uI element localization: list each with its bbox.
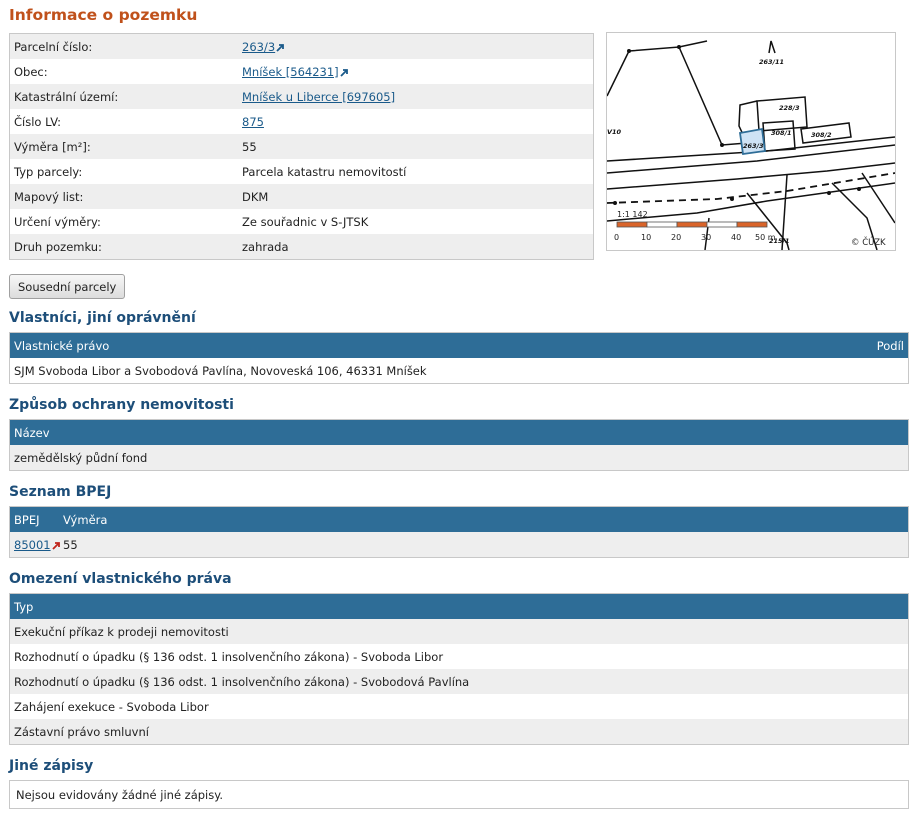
info-row-area (10, 134, 593, 159)
owners-table-header (10, 333, 908, 358)
scale-tick: 10 (641, 233, 652, 242)
restriction-type: Rozhodnutí o úpadku (§ 136 odst. 1 insolvenčního zákona) - Svoboda Libor (14, 649, 444, 664)
cadastral-map[interactable] (606, 32, 896, 251)
owners-section-title: Vlastníci, jiní oprávnění (9, 310, 196, 326)
info-label: Katastrální území: (14, 89, 119, 104)
table-row (10, 358, 908, 383)
table-row (10, 644, 908, 669)
external-link-icon[interactable] (52, 541, 61, 550)
scale-tick: 50 m (755, 233, 776, 242)
info-row-cadastral-area (10, 84, 593, 109)
municipality-link[interactable]: Mníšek [564231] (242, 64, 339, 79)
table-row (10, 532, 908, 557)
bpej-section-title: Seznam BPEJ (9, 484, 112, 500)
map-label: 263/3 (743, 142, 764, 150)
info-row-municipality (10, 59, 593, 84)
map-copyright: © ČÚZK (851, 238, 886, 248)
info-value: 55 (242, 139, 257, 154)
protection-table (9, 419, 909, 471)
neighbor-parcels-button[interactable]: Sousední parcely (9, 274, 125, 299)
restrictions-table-header (10, 594, 908, 619)
info-label: Obec: (14, 64, 48, 79)
map-scale: 1:1 142 (617, 210, 648, 219)
restriction-type: Rozhodnutí o úpadku (§ 136 odst. 1 insolvenčního zákona) - Svobodová Pavlína (14, 674, 470, 689)
bpej-table (9, 506, 909, 558)
info-label: Určení výměry: (14, 214, 101, 229)
info-label: Výměra [m²]: (14, 139, 91, 154)
info-label: Druh pozemku: (14, 239, 102, 254)
info-label: Typ parcely: (14, 164, 83, 179)
table-row (10, 669, 908, 694)
map-label: 215/1 (769, 237, 790, 245)
info-row-lv-number (10, 109, 593, 134)
info-row-land-type (10, 234, 593, 259)
external-link-icon[interactable] (276, 43, 285, 52)
column-header-ownership: Vlastnické právo (14, 338, 110, 353)
restriction-type: Zástavní právo smluvní (14, 724, 149, 739)
info-value: zahrada (242, 239, 289, 254)
info-label: Číslo LV: (14, 114, 62, 129)
restriction-type: Zahájení exekuce - Svoboda Libor (14, 699, 209, 714)
column-header-bpej: BPEJ (14, 512, 40, 527)
info-row-map-sheet (10, 184, 593, 209)
info-row-parcel-type (10, 159, 593, 184)
scale-tick: 20 (671, 233, 682, 242)
protection-section-title: Způsob ochrany nemovitosti (9, 397, 234, 413)
info-value: DKM (242, 189, 269, 204)
page-title: Informace o pozemku (9, 6, 198, 24)
owners-table (9, 332, 909, 384)
info-value: Ze souřadnic v S-JTSK (242, 214, 369, 229)
owner-name: SJM Svoboda Libor a Svobodová Pavlína, Novoveská 106, 46331 Mníšek (14, 363, 427, 378)
column-header-type: Typ (14, 599, 34, 614)
column-header-area: Výměra (63, 512, 108, 527)
protection-table-header (10, 420, 908, 445)
info-label: Mapový list: (14, 189, 84, 204)
info-label: Parcelní číslo: (14, 39, 93, 54)
table-row (10, 719, 908, 744)
column-header-name: Název (14, 425, 50, 440)
other-records-section-title: Jiné zápisy (9, 758, 94, 774)
info-row-parcel-number (10, 34, 593, 59)
map-drawing (607, 33, 895, 250)
table-row (10, 619, 908, 644)
restriction-type: Exekuční příkaz k prodeji nemovitosti (14, 624, 229, 639)
map-label: 263/11 (759, 58, 784, 66)
scale-tick: 40 (731, 233, 742, 242)
other-records-box (9, 780, 909, 809)
restrictions-section-title: Omezení vlastnického práva (9, 571, 232, 587)
map-label: 308/1 (771, 129, 792, 137)
scale-tick: 30 (701, 233, 712, 242)
scale-tick: 0 (614, 233, 620, 242)
map-label: V10 (607, 128, 622, 136)
other-records-text: Nejsou evidovány žádné jiné zápisy. (16, 787, 224, 802)
cadastral-area-link[interactable]: Mníšek u Liberce [697605] (242, 89, 396, 104)
table-row (10, 445, 908, 470)
protection-name: zemědělský půdní fond (14, 450, 148, 465)
info-row-area-determination (10, 209, 593, 234)
parcel-number-link[interactable]: 263/3 (242, 39, 276, 54)
bpej-table-header (10, 507, 908, 532)
external-link-icon[interactable] (340, 68, 349, 77)
column-header-share: Podíl (876, 338, 904, 353)
bpej-code-link[interactable]: 85001 (14, 537, 51, 552)
info-value: Parcela katastru nemovitostí (242, 164, 407, 179)
map-label: 308/2 (811, 131, 832, 139)
bpej-area: 55 (63, 537, 78, 552)
map-label: 228/3 (779, 104, 800, 112)
parcel-info-table (9, 33, 594, 260)
restrictions-table (9, 593, 909, 745)
table-row (10, 694, 908, 719)
other-records-text-row (10, 781, 908, 808)
lv-number-link[interactable]: 875 (242, 114, 264, 129)
